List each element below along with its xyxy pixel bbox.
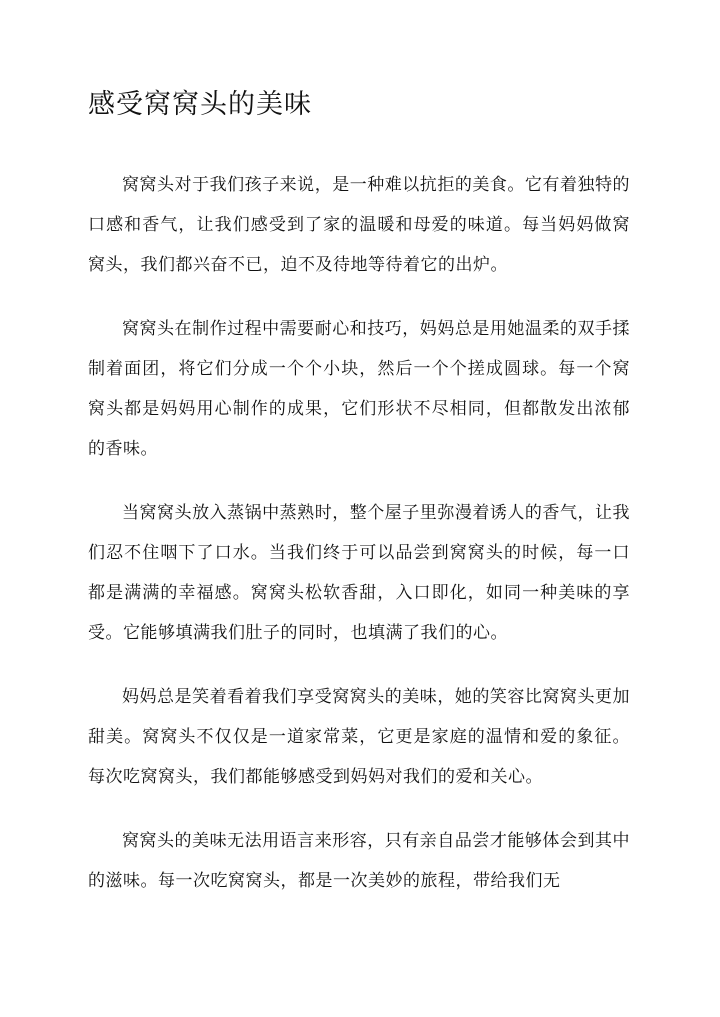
document-body bbox=[88, 165, 630, 925]
paragraph-2: 窝窝头在制作过程中需要耐心和技巧，妈妈总是用她温柔的双手揉制着面团，将它们分成一个个小块，然后一个个搓成圆球。每一个窝窝头都是妈妈用心制作的成果，它们形状不尽相同，但都散发出浓郁的香味。 bbox=[88, 319, 630, 459]
paragraph-3: 当窝窝头放入蒸锅中蒸熟时，整个屋子里弥漫着诱人的香气，让我们忍不住咽下了口水。当我们终于可以品尝到窝窝头的时候，每一口都是满满的幸福感。窝窝头松软香甜，入口即化，如同一种美味的享受。它能够填满我们肚子的同时，也填满了我们的心。 bbox=[88, 503, 630, 643]
paragraph-5: 窝窝头的美味无法用语言来形容，只有亲自品尝才能够体会到其中的滋味。每一次吃窝窝头，都是一次美妙的旅程，带给我们无 bbox=[88, 831, 630, 891]
paragraph-1: 窝窝头对于我们孩子来说，是一种难以抗拒的美食。它有着独特的口感和香气，让我们感受到了家的温暖和母爱的味道。每当妈妈做窝窝头，我们都兴奋不已，迫不及待地等待着它的出炉。 bbox=[88, 175, 630, 275]
document-title: 感受窝窝头的美味 bbox=[88, 89, 312, 120]
paragraph-4: 妈妈总是笑着看着我们享受窝窝头的美味，她的笑容比窝窝头更加甜美。窝窝头不仅仅是一道家常菜，它更是家庭的温情和爱的象征。每次吃窝窝头，我们都能够感受到妈妈对我们的爱和关心。 bbox=[88, 687, 630, 787]
